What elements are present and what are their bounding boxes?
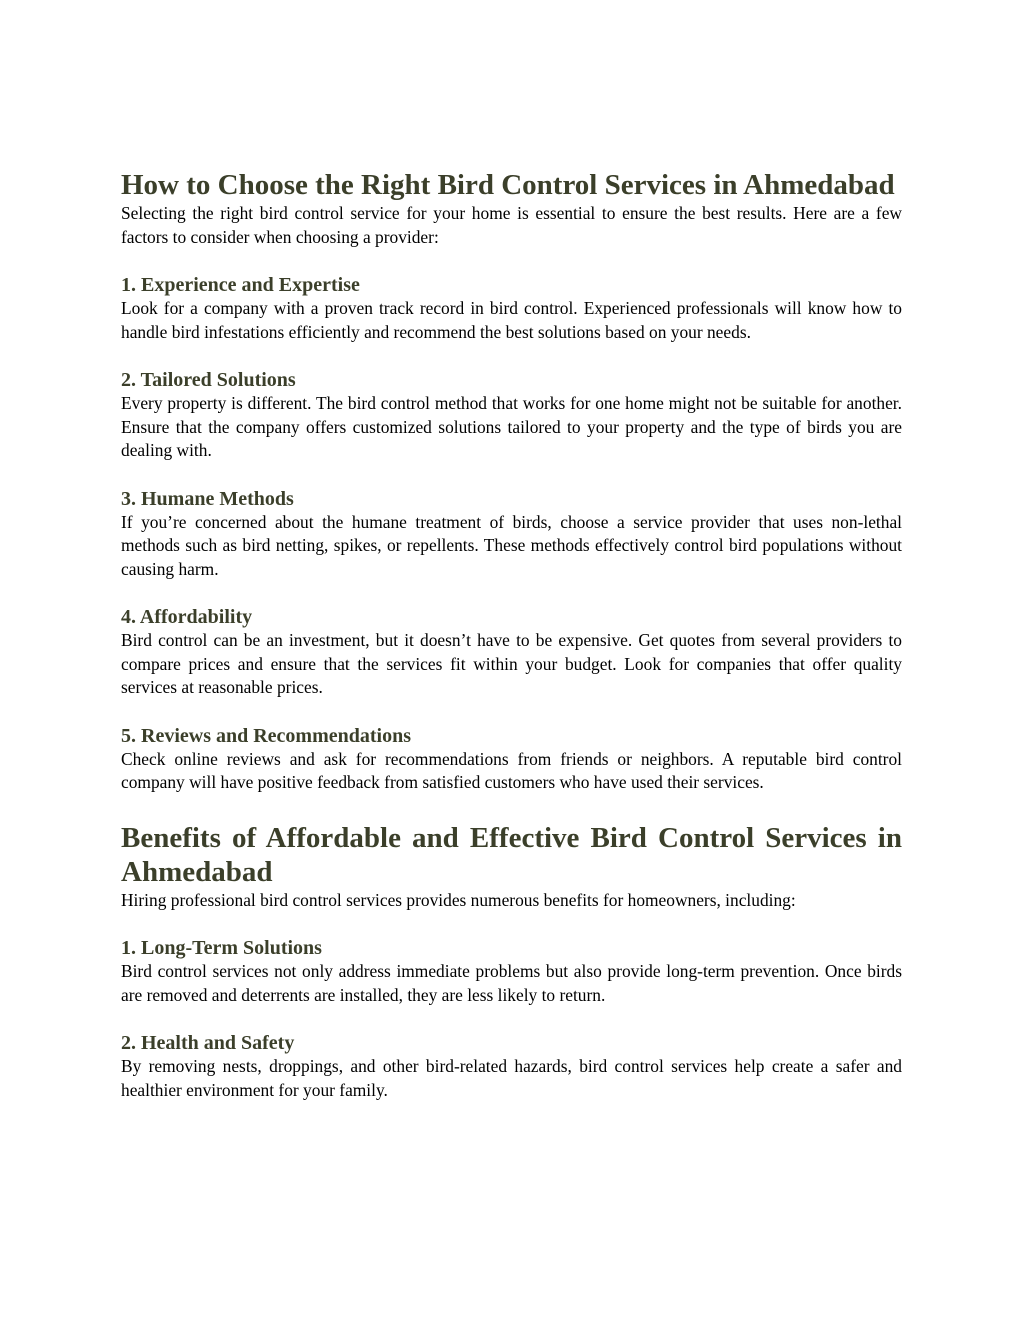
factor-experience — [121, 273, 902, 344]
factor-affordability — [121, 605, 902, 700]
factor-text: Bird control can be an investment, but it doesn’t have to be expensive. Get quotes from several providers to compare prices and ensure that the services fit within your budget. Look for companies that offer quality services at reasonable prices. — [121, 630, 902, 697]
section-title-benefits: Benefits of Affordable and Effective Bird Control Services in Ahmedabad — [121, 821, 902, 888]
factor-heading: 1. Experience and Expertise — [121, 274, 360, 296]
document-page — [121, 168, 902, 1102]
factor-heading: 2. Tailored Solutions — [121, 369, 296, 391]
factor-text: Every property is different. The bird control method that works for one home might not be suitable for another. Ensure that the company offers customized solutions tailored to your property and the type of birds you are dealing with. — [121, 393, 902, 460]
factor-tailored-solutions — [121, 368, 902, 463]
benefit-text: Bird control services not only address immediate problems but also provide long-term prevention. Once birds are removed and deterrents are installed, they are less likely to return. — [121, 961, 902, 1005]
benefit-long-term — [121, 936, 902, 1007]
factor-text: Look for a company with a proven track record in bird control. Experienced professionals will know how to handle bird infestations efficiently and recommend the best solutions based on your needs. — [121, 298, 902, 342]
factor-heading: 4. Affordability — [121, 606, 253, 628]
benefit-heading: 1. Long-Term Solutions — [121, 937, 322, 959]
factor-humane-methods — [121, 487, 902, 582]
section-title-how-to-choose: How to Choose the Right Bird Control Services in Ahmedabad — [121, 169, 895, 201]
section-intro-how-to-choose: Selecting the right bird control service for your home is essential to ensure the best results. Here are a few factors to consider when choosing a provider: — [121, 203, 902, 247]
benefit-heading: 2. Health and Safety — [121, 1032, 295, 1054]
factor-text: If you’re concerned about the humane treatment of birds, choose a service provider that uses non-lethal methods such as bird netting, spikes, or repellents. These methods effectively control bird populations without causing harm. — [121, 511, 902, 579]
factor-text: Check online reviews and ask for recommendations from friends or neighbors. A reputable bird control company will have positive feedback from satisfied customers who have used their services. — [121, 748, 902, 792]
factor-heading: 3. Humane Methods — [121, 487, 294, 510]
factor-reviews — [121, 724, 902, 795]
benefit-text: By removing nests, droppings, and other bird-related hazards, bird control services help create a safer and healthier environment for your family. — [121, 1056, 902, 1100]
benefit-health-safety — [121, 1031, 902, 1102]
section-intro-benefits: Hiring professional bird control services provides numerous benefits for homeowners, including: — [121, 889, 796, 910]
factor-heading: 5. Reviews and Recommendations — [121, 724, 411, 747]
